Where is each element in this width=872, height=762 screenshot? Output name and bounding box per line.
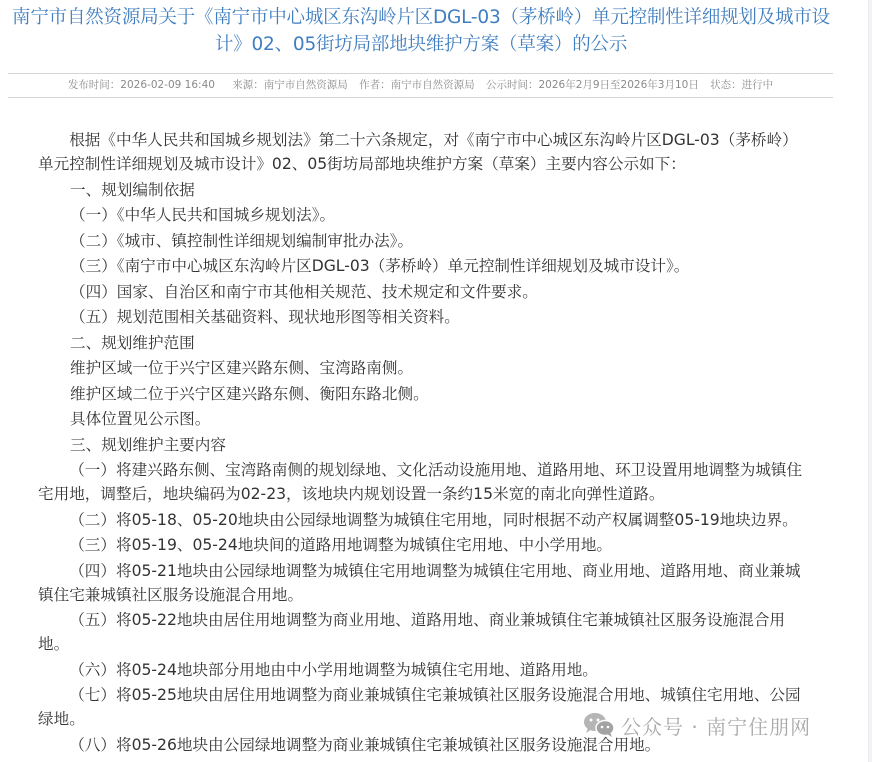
wechat-watermark bbox=[621, 709, 812, 741]
section-heading-content: 三、规划维护主要内容 bbox=[70, 435, 226, 454]
basis-item: （一）《中华人民共和国城乡规划法》。 bbox=[70, 206, 336, 224]
content-item: （七）将05-25地块由居住用地调整为商业兼城镇住宅兼城镇社区服务设施混合用地、城镇住宅用地、公园绿地。 bbox=[38, 686, 801, 728]
article-title: 南宁市自然资源局关于《南宁市中心城区东沟岭片区DGL-03（茅桥岭）单元控制性详细规划及城市设计》02、05街坊局部地块维护方案（草案）的公示 bbox=[12, 7, 830, 55]
section-heading-scope: 二、规划维护范围 bbox=[70, 333, 195, 352]
intro-paragraph: 根据《中华人民共和国城乡规划法》第二十六条规定，对《南宁市中心城区东沟岭片区DGL-03（茅桥岭）单元控制性详细规划及城市设计》02、05街坊局部地块维护方案（草案）主要内容公示如下： bbox=[38, 131, 798, 173]
article-meta-bar bbox=[8, 73, 833, 98]
content-item: （一）将建兴路东侧、宝湾路南侧的规划绿地、文化活动设施用地、道路用地、环卫设置用地调整为城镇住宅用地，调整后，地块编码为02-23，该地块内规划设置一条约15米宽的南北向弹性道路。 bbox=[38, 461, 803, 503]
content-item: （五）将05-22地块由居住用地调整为商业用地、道路用地、商业兼城镇住宅兼城镇社区服务设施混合用地。 bbox=[38, 611, 786, 653]
content-item: （四）将05-21地块由公园绿地调整为城镇住宅用地调整为城镇住宅用地、商业用地、道路用地、商业兼城镇住宅兼城镇社区服务设施混合用地。 bbox=[38, 561, 801, 604]
article-body bbox=[38, 128, 808, 758]
article-source: 来源：南宁市自然资源局 bbox=[232, 79, 348, 91]
notice-period: 公示时间：2026年2月9日至2026年3月10日 bbox=[485, 79, 699, 91]
content-item: （六）将05-24地块部分用地由中小学用地调整为城镇住宅用地、道路用地。 bbox=[69, 660, 598, 679]
content-item: （二）将05-18、05-20地块由公园绿地调整为城镇住宅用地，同时根据不动产权属调整05-19地块边界。 bbox=[69, 510, 798, 529]
basis-item: （三）《南宁市中心城区东沟岭片区DGL-03（茅桥岭）单元控制性详细规划及城市设计》。 bbox=[70, 257, 690, 275]
page-right-edge bbox=[868, 0, 872, 762]
content-item: （八）将05-26地块由公园绿地调整为商业兼城镇住宅兼城镇社区服务设施混合用地。 bbox=[69, 735, 661, 754]
scope-area-one: 维护区域一位于兴宁区建兴路东侧、宝湾路南侧。 bbox=[70, 359, 414, 377]
content-item: （三）将05-19、05-24地块间的道路用地调整为城镇住宅用地、中小学用地。 bbox=[69, 536, 613, 554]
basis-item: （五）规划范围相关基础资料、现状地形图等相关资料。 bbox=[70, 308, 460, 326]
basis-item: （二）《城市、镇控制性详细规划编制审批办法》。 bbox=[70, 231, 414, 250]
watermark-text: 公众号 · 南宁住朋网 bbox=[621, 714, 812, 739]
publish-time: 发布时间：2026-02-09 16:40 bbox=[67, 79, 215, 91]
notice-status: 状态：进行中 bbox=[710, 79, 774, 91]
article-author: 作者：南宁市自然资源局 bbox=[359, 79, 475, 91]
scope-area-two: 维护区域二位于兴宁区建兴路东侧、衡阳东路北侧。 bbox=[70, 384, 429, 403]
wechat-icon bbox=[583, 712, 615, 738]
section-heading-basis: 一、规划编制依据 bbox=[70, 180, 195, 199]
scope-location-note: 具体位置见公示图。 bbox=[70, 410, 211, 428]
basis-item: （四）国家、自治区和南宁市其他相关规范、技术规定和文件要求。 bbox=[70, 282, 538, 301]
